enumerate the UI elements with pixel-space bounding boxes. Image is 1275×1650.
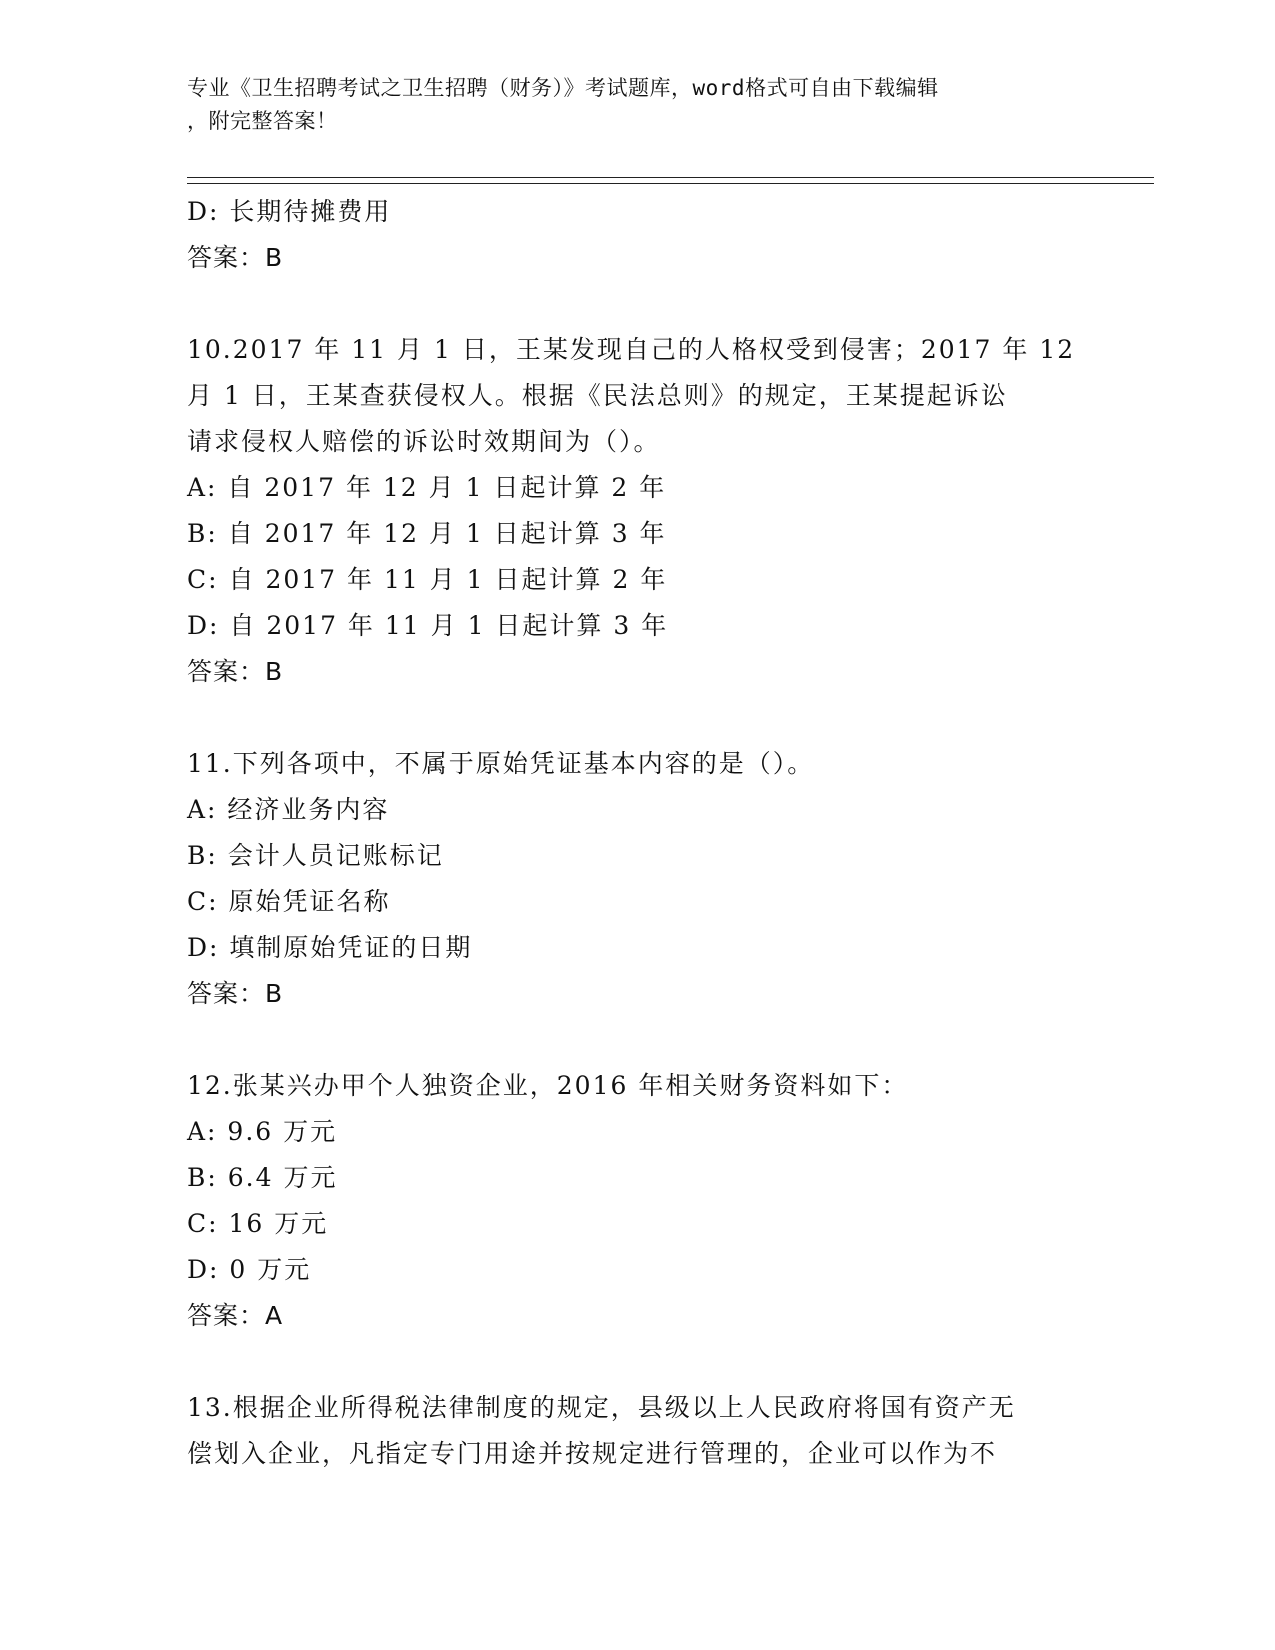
answer-line: 答案：B: [187, 243, 284, 272]
spacer: [187, 1339, 1087, 1385]
option-d: D: 自 2017 年 11 月 1 日起计算 3 年: [187, 611, 669, 640]
option-a: A: 9.6 万元: [187, 1117, 338, 1146]
option-d: D: 0 万元: [187, 1255, 312, 1284]
spacer: [187, 1017, 1087, 1063]
header-line-2: ，附完整答案！: [187, 109, 338, 133]
question-content: [187, 189, 1087, 1477]
option-a: A: 经济业务内容: [187, 795, 390, 824]
question-stem-line: 月 1 日，王某查获侵权人。根据《民法总则》的规定，王某提起诉讼: [187, 381, 1008, 410]
spacer: [187, 281, 1087, 327]
question-stem-line: 请求侵权人赔偿的诉讼时效期间为（）。: [187, 427, 661, 456]
option-a: A: 自 2017 年 12 月 1 日起计算 2 年: [187, 473, 667, 502]
answer-line: 答案：B: [187, 657, 284, 686]
question-stem-line: 偿划入企业，凡指定专门用途并按规定进行管理的，企业可以作为不: [187, 1439, 998, 1468]
spacer: [187, 695, 1087, 741]
header-rule-top: [187, 177, 1154, 178]
question-stem-line: 11.下列各项中，不属于原始凭证基本内容的是（）。: [187, 749, 815, 778]
question-stem-line: 10.2017 年 11 月 1 日，王某发现自己的人格权受到侵害；2017 年 12: [187, 335, 1076, 364]
question-stem-line: 12.张某兴办甲个人独资企业，2016 年相关财务资料如下：: [187, 1071, 909, 1100]
question-9-tail: [187, 189, 1087, 281]
header-line-1: 专业《卫生招聘考试之卫生招聘（财务）》考试题库，word格式可自由下载编辑: [187, 76, 939, 100]
header-rule-bottom: [187, 183, 1154, 184]
question-13: [187, 1385, 1087, 1477]
answer-line: 答案：B: [187, 979, 284, 1008]
document-header: [187, 72, 1067, 138]
question-stem-line: 13.根据企业所得税法律制度的规定，县级以上人民政府将国有资产无: [187, 1393, 1016, 1422]
option-b: B: 自 2017 年 12 月 1 日起计算 3 年: [187, 519, 667, 548]
question-12: [187, 1063, 1087, 1339]
option-d: D: 长期待摊费用: [187, 197, 392, 226]
question-10: [187, 327, 1087, 695]
question-11: [187, 741, 1087, 1017]
option-c: C: 自 2017 年 11 月 1 日起计算 2 年: [187, 565, 668, 594]
answer-line: 答案：A: [187, 1301, 284, 1330]
option-d: D: 填制原始凭证的日期: [187, 933, 473, 962]
option-c: C: 16 万元: [187, 1209, 329, 1238]
option-c: C: 原始凭证名称: [187, 887, 391, 916]
option-b: B: 6.4 万元: [187, 1163, 338, 1192]
option-b: B: 会计人员记账标记: [187, 841, 444, 870]
